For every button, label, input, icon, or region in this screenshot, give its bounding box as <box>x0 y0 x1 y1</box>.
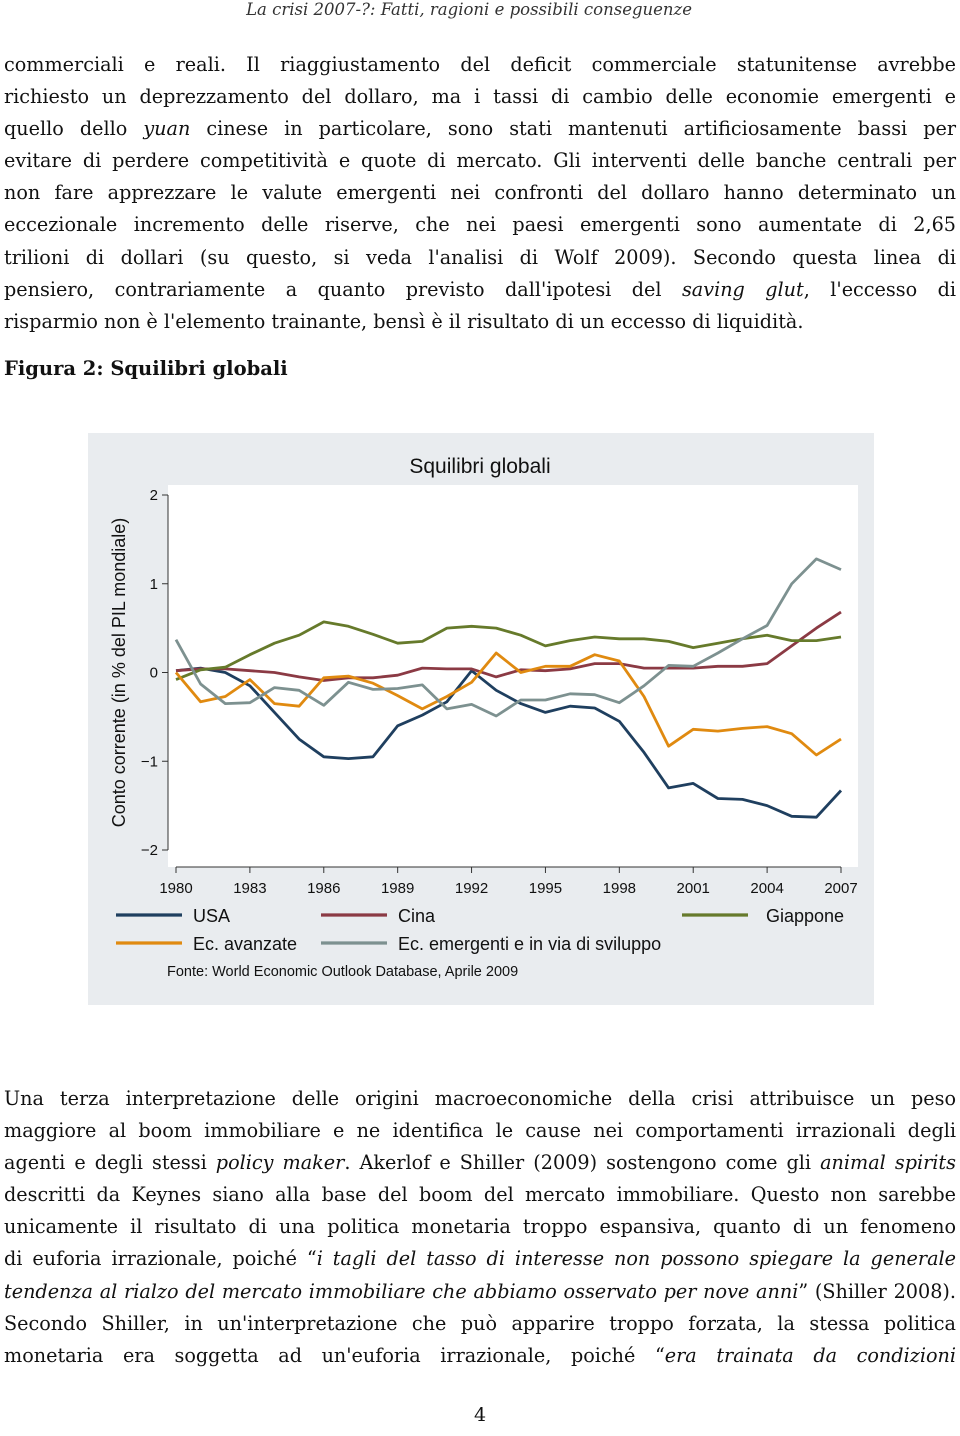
text-run: commerciali e reali. Il riaggiustamento del deficit commerciale statunitense avrebbe <box>4 53 956 76</box>
text-line <box>4 1308 956 1340</box>
text-line <box>4 1276 956 1308</box>
y-tick-label: 1 <box>149 575 158 593</box>
text-run: richiesto un deprezzamento del dollaro, ma i tassi di cambio delle economie emergenti e <box>4 85 956 109</box>
text-run: di euforia irrazionale, poiché “ <box>4 1247 317 1271</box>
y-tick-label: 0 <box>149 664 158 682</box>
plot-area <box>168 485 858 867</box>
x-tick-label: 1986 <box>307 880 341 897</box>
text-run: non fare apprezzare le valute emergenti nei confronti del dollaro hanno determinato un <box>4 181 956 205</box>
body-paragraph-1 <box>4 49 956 338</box>
text-run: monetaria era soggetta ad un'euforia irrazionale, poiché “ <box>4 1343 665 1367</box>
body-paragraph-2 <box>4 1083 956 1372</box>
text-line <box>4 49 956 81</box>
text-line <box>4 306 956 338</box>
text-line <box>4 177 956 209</box>
text-run: quello dello <box>4 117 144 141</box>
italic-run: tendenza al rialzo del mercato immobiliare che abbiamo osservato per nove anni <box>4 1279 799 1303</box>
text-run: cinese in particolare, sono stati mantenuti artificiosamente bassi per <box>190 117 957 141</box>
text-line <box>4 209 956 241</box>
italic-run: era trainata da condizioni <box>664 1343 956 1367</box>
italic-run: yuan <box>143 117 191 141</box>
x-tick-label: 1983 <box>233 880 267 897</box>
legend-label: Ec. avanzate <box>193 934 298 954</box>
text-line <box>4 242 956 274</box>
legend-label: Giappone <box>766 906 845 926</box>
text-run: trilioni di dollari (su questo, si veda l'analisi di Wolf 2009). Secondo questa linea di <box>4 245 956 269</box>
legend-label: USA <box>193 906 231 926</box>
italic-run: policy maker <box>215 1151 345 1175</box>
text-run: risparmio non è l'elemento trainante, bensì è il risultato di un eccesso di liquidità. <box>4 309 804 333</box>
text-line <box>4 1211 956 1243</box>
figure-caption: Figura 2: Squilibri globali <box>4 357 288 380</box>
text-run: pensiero, contrariamente a quanto previsto dall'ipotesi del <box>4 277 682 301</box>
y-axis-label: Conto corrente (in % del PIL mondiale) <box>109 517 129 828</box>
legend-label: Cina <box>398 906 436 926</box>
x-tick-label: 2001 <box>676 880 710 897</box>
text-line <box>4 1340 956 1372</box>
text-run: evitare di perdere competitività e quote di mercato. Gli interventi delle banche centrali per <box>4 149 956 173</box>
text-line <box>4 1243 956 1275</box>
italic-run: i tagli del tasso di interesse non possono spiegare la generale <box>316 1247 957 1271</box>
y-tick-label: −1 <box>140 753 158 771</box>
text-run: . Akerlof e Shiller (2009) sostengono come gli <box>344 1151 821 1175</box>
text-run: Secondo Shiller, in un'interpretazione che può apparire troppo forzata, la stessa politica <box>4 1311 956 1335</box>
x-tick-label: 1992 <box>454 880 489 897</box>
text-line <box>4 113 956 145</box>
legend-label: Ec. emergenti e in via di sviluppo <box>398 934 662 954</box>
text-run: ” (Shiller 2008). <box>798 1279 956 1303</box>
x-tick-label: 1998 <box>602 880 637 897</box>
y-tick-label: −2 <box>140 842 158 859</box>
text-line <box>4 1179 956 1211</box>
x-tick-label: 2007 <box>824 880 858 897</box>
chart-title: Squilibri globali <box>409 455 551 478</box>
text-line <box>4 145 956 177</box>
text-run: agenti e degli stessi <box>4 1151 216 1175</box>
text-run: maggiore al boom immobiliare e ne identifica le cause nei comportamenti irrazionali degli <box>4 1119 956 1143</box>
text-run: Una terza interpretazione delle origini macroeconomiche della crisi attribuisce un peso <box>4 1087 956 1110</box>
x-tick-label: 1980 <box>159 880 193 897</box>
text-line <box>4 274 956 306</box>
chart-source-note: Fonte: World Economic Outlook Database, Aprile 2009 <box>167 964 519 980</box>
italic-run: saving glut <box>681 277 804 301</box>
text-run: unicamente il risultato di una politica monetaria troppo espansiva, quanto di un fenomeno <box>4 1215 956 1239</box>
x-tick-label: 2004 <box>750 880 784 897</box>
text-run: eccezionale incremento delle riserve, che nei paesi emergenti sono aumentate di 2,65 <box>4 213 956 237</box>
figure <box>88 433 874 1005</box>
text-run: descritti da Keynes siano alla base del boom del mercato immobiliare. Questo non sarebbe <box>4 1183 956 1207</box>
running-header: La crisi 2007-?: Fatti, ragioni e possibili conseguenze <box>246 0 692 19</box>
y-tick-label: 2 <box>149 487 158 504</box>
text-line <box>4 1147 956 1179</box>
text-run: , l'eccesso di <box>803 277 956 301</box>
text-line <box>4 1115 956 1147</box>
text-line <box>4 81 956 113</box>
x-tick-label: 1995 <box>528 880 563 897</box>
text-line <box>4 1083 956 1115</box>
italic-run: animal spirits <box>820 1151 956 1175</box>
x-tick-label: 1989 <box>380 880 415 897</box>
line-chart <box>88 433 874 1005</box>
page-number: 4 <box>473 1404 487 1426</box>
